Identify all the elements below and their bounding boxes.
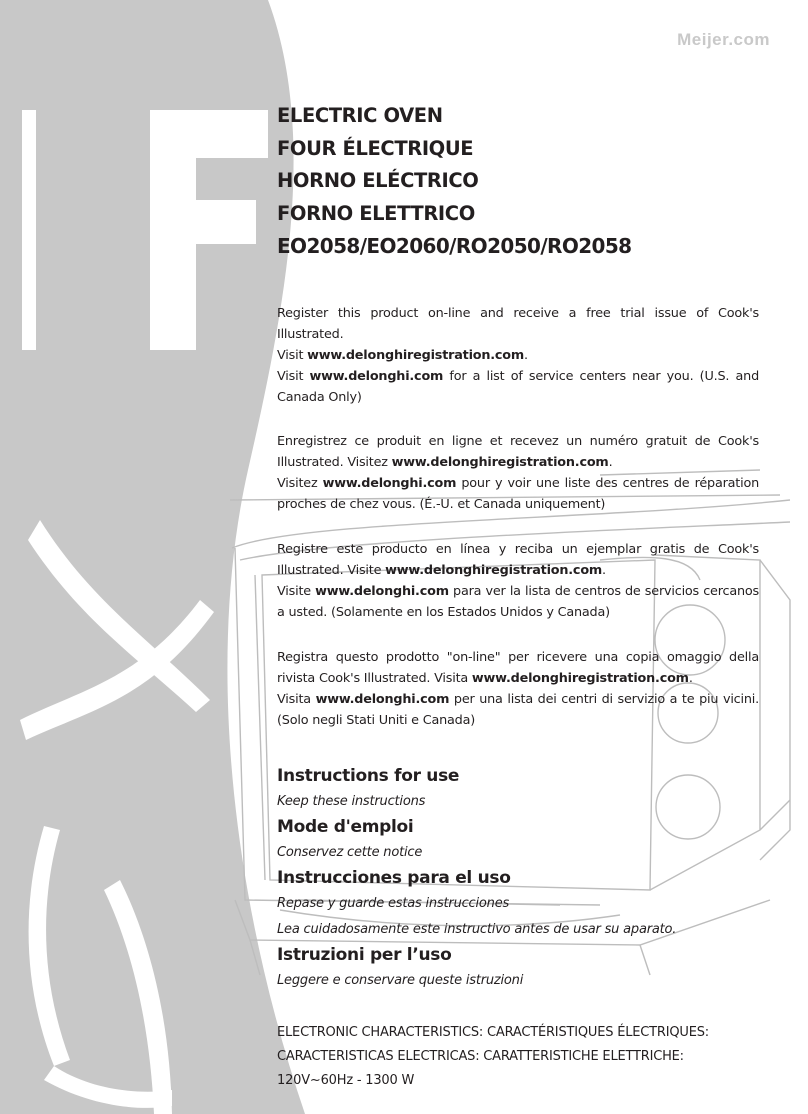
- registration-italian: [277, 647, 759, 731]
- reg-es-line1-suffix: .: [602, 562, 606, 578]
- reg-it-line1-text: Registra questo prodotto "on-line" per ricevere una copia omaggio della rivista Cook's Illustrated. Visita: [277, 649, 759, 686]
- reg-it-line1-suffix: .: [688, 670, 693, 686]
- delonghi-url-link[interactable]: www.delonghi.com: [309, 368, 444, 384]
- reg-en-visit2-prefix: Visit: [277, 368, 310, 384]
- reg-it-visit2-prefix: Visita: [277, 691, 316, 707]
- registration-spanish: [277, 539, 759, 623]
- reg-it-line1: [277, 647, 759, 689]
- reg-it-visit2-suffix: per una lista dei centri di servizio a te piu vicini. (Solo negli Stati Uniti e Canada): [277, 691, 759, 728]
- registration-url-link[interactable]: www.delonghiregistration.com: [307, 347, 525, 363]
- specs-line-2: CARACTERISTICAS ELECTRICAS: CARATTERISTICHE ELETTRICHE:: [277, 1048, 684, 1064]
- reg-fr-visit2: [277, 473, 759, 515]
- reg-es-visit2-prefix: Visite: [277, 583, 316, 599]
- delonghi-url-link[interactable]: www.delonghi.com: [315, 691, 450, 707]
- registration-french: [277, 431, 759, 515]
- instructions-sub-english: Keep these instructions: [277, 793, 426, 809]
- reg-es-visit2-suffix: para ver la lista de centros de servicios cercanos a usted. (Solamente en los Estados Unidos y Canada): [277, 583, 759, 620]
- reg-it-visit2: [277, 689, 759, 731]
- reg-fr-visit2-prefix: Visitez: [277, 475, 323, 491]
- instructions-sub-italian: Leggere e conservare queste istruzioni: [277, 972, 524, 988]
- registration-english: [277, 303, 759, 408]
- reg-es-line1-text: Registre este producto en línea y reciba un ejemplar gratis de Cook's Illustrated. Visite: [277, 541, 759, 578]
- reg-en-visit2: [277, 366, 759, 408]
- reg-en-visit1: [277, 345, 759, 366]
- instructions-block: [277, 764, 759, 994]
- reg-es-visit2: [277, 581, 759, 623]
- model-numbers: EO2058/EO2060/RO2050/RO2058: [277, 234, 632, 258]
- specs-line-3: 120V~60Hz - 1300 W: [277, 1072, 415, 1088]
- instructions-heading-french: Mode d'emploi: [277, 816, 414, 837]
- reg-fr-line1-suffix: .: [608, 454, 613, 470]
- reg-fr-line1: [277, 431, 759, 473]
- reg-en-visit2-suffix: for a list of service centers near you. (U.S. and Canada Only): [277, 368, 759, 405]
- title-spanish: HORNO ELÉCTRICO: [277, 169, 479, 192]
- delonghi-url-link[interactable]: www.delonghi.com: [322, 475, 457, 491]
- instructions-heading-italian: Istruzioni per l’uso: [277, 944, 452, 965]
- title-italian: FORNO ELETTRICO: [277, 201, 475, 225]
- title-block: [277, 100, 759, 263]
- reg-fr-visit2-suffix: pour y voir une liste des centres de réparation proches de chez vous. (É.-U. et Canada uniquement): [277, 475, 759, 512]
- specs-line-1: ELECTRONIC CHARACTERISTICS: CARACTÉRISTIQUES ÉLECTRIQUES:: [277, 1024, 709, 1040]
- title-french: FOUR ÉLECTRIQUE: [277, 136, 474, 160]
- instructions-heading-spanish: Instrucciones para el uso: [277, 867, 511, 888]
- reg-fr-line1-text: Enregistrez ce produit en ligne et recevez un numéro gratuit de Cook's Illustrated. Visitez: [277, 433, 759, 470]
- delonghi-url-link[interactable]: www.delonghi.com: [315, 583, 449, 599]
- watermark: Meijer.com: [677, 30, 770, 49]
- reg-en-visit1-suffix: .: [524, 347, 528, 363]
- instructions-sub-spanish-2: Lea cuidadosamente este instructivo antes de usar su aparato.: [277, 921, 677, 937]
- instructions-heading-english: Instructions for use: [277, 765, 460, 786]
- registration-url-link[interactable]: www.delonghiregistration.com: [391, 454, 609, 470]
- reg-es-line1: [277, 539, 759, 581]
- title-english: ELECTRIC OVEN: [277, 104, 443, 127]
- instructions-sub-french: Conservez cette notice: [277, 844, 423, 860]
- main-content: [277, 100, 759, 1093]
- registration-url-link[interactable]: www.delonghiregistration.com: [471, 670, 689, 686]
- instructions-sub-spanish-1: Repase y guarde estas instrucciones: [277, 895, 510, 911]
- registration-url-link[interactable]: www.delonghiregistration.com: [385, 562, 603, 578]
- reg-en-visit1-prefix: Visit: [277, 347, 308, 363]
- reg-en-line1: Register this product on-line and receive a free trial issue of Cook's Illustrated.: [277, 305, 759, 342]
- electrical-specs: [277, 1021, 759, 1093]
